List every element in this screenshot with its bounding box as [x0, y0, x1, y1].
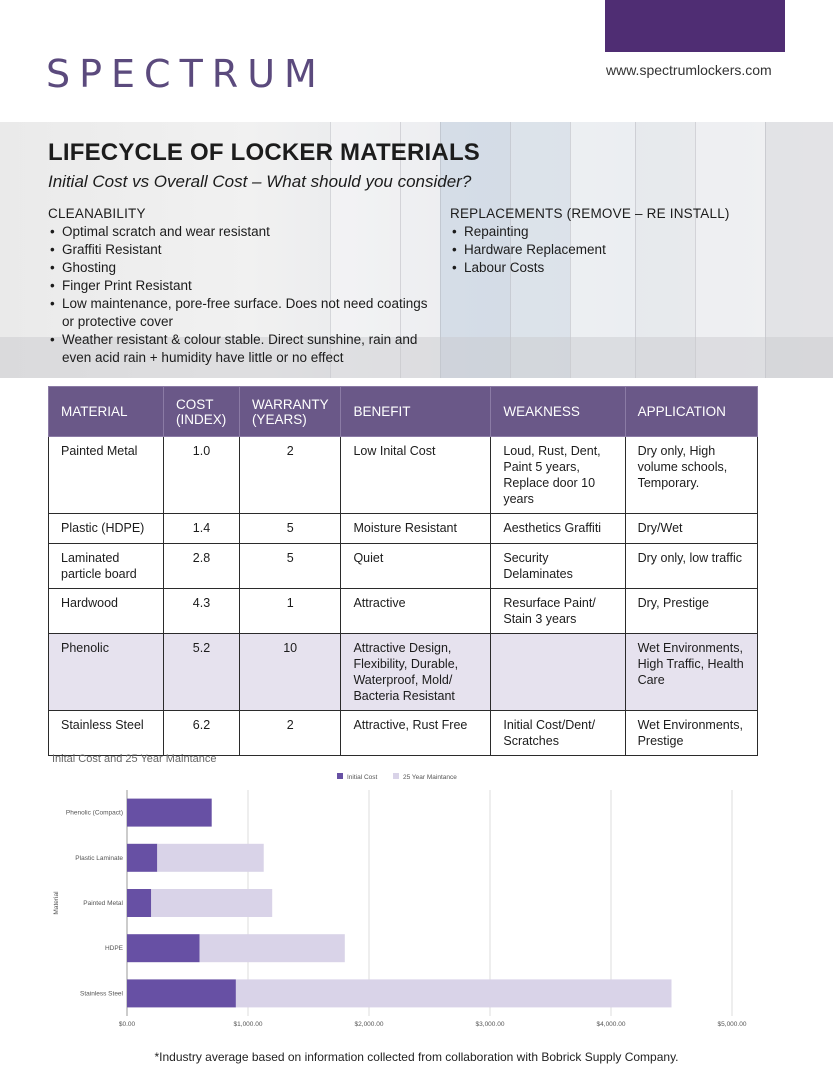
page-subtitle: Initial Cost vs Overall Cost – What should you consider?	[48, 172, 472, 191]
table-row	[49, 589, 758, 634]
table-cell: Resurface Paint/ Stain 3 years	[491, 589, 625, 634]
x-tick-label: $3,000.00	[475, 1021, 505, 1028]
table-cell: Aesthetics Graffiti	[491, 514, 625, 544]
x-tick-label: $5,000.00	[717, 1021, 747, 1028]
table-cell: Initial Cost/Dent/ Scratches	[491, 711, 625, 756]
table-cell: Dry only, low traffic	[625, 544, 757, 589]
table-cell: Wet Environments, High Traffic, Health Care	[625, 634, 757, 711]
header-accent-bar	[605, 0, 785, 52]
bar	[127, 844, 157, 872]
page-title: LIFECYCLE OF LOCKER MATERIALS	[48, 139, 481, 166]
table-cell: Moisture Resistant	[341, 514, 491, 544]
footnote: *Industry average based on information collected from collaboration with Bobrick Supply Company.	[154, 1050, 679, 1064]
x-tick-label: $2,000.00	[354, 1021, 384, 1028]
y-tick-label: Plastic Laminate	[75, 854, 123, 862]
x-tick-label: $4,000.00	[596, 1021, 626, 1028]
table-row	[49, 514, 758, 544]
column-header: BENEFIT	[341, 387, 491, 437]
table-cell: Stainless Steel	[49, 711, 164, 756]
bar	[236, 979, 672, 1007]
table-cell: 5.2	[164, 634, 240, 711]
list-item: • Weather resistant & colour stable. Direct sunshine, rain and even acid rain + humidity have little or no effect	[48, 331, 428, 367]
bar	[127, 799, 212, 827]
bar	[157, 844, 263, 872]
table-cell: 5	[239, 514, 341, 544]
y-tick-label: Painted Metal	[83, 900, 123, 907]
table-cell: 2	[239, 711, 341, 756]
legend-label: Initial Cost	[347, 774, 378, 781]
table-cell	[491, 634, 625, 711]
table-cell: Laminated particle board	[49, 544, 164, 589]
column-header: APPLICATION	[625, 387, 757, 437]
bar	[127, 979, 236, 1007]
bar	[200, 934, 345, 962]
table-cell: Painted Metal	[49, 437, 164, 514]
table-cell: Plastic (HDPE)	[49, 514, 164, 544]
list-item: • Graffiti Resistant	[48, 241, 428, 259]
table-cell: Dry, Prestige	[625, 589, 757, 634]
table-cell: 2	[239, 437, 341, 514]
bar	[127, 934, 200, 962]
legend-swatch	[393, 773, 399, 779]
replacements-list	[450, 223, 780, 277]
table-cell: Quiet	[341, 544, 491, 589]
table-cell: 10	[239, 634, 341, 711]
table-row	[49, 634, 758, 711]
column-header: COST (INDEX)	[164, 387, 240, 437]
list-item: • Repainting	[450, 223, 780, 241]
bar	[151, 889, 272, 917]
list-item: • Hardware Replacement	[450, 241, 780, 259]
table-cell: 2.8	[164, 544, 240, 589]
cleanability-heading: CLEANABILITY	[48, 206, 146, 221]
cost-bar-chart	[0, 768, 833, 1040]
table-cell: Phenolic	[49, 634, 164, 711]
legend-swatch	[337, 773, 343, 779]
table-cell: Hardwood	[49, 589, 164, 634]
table-cell: Dry only, High volume schools, Temporary.	[625, 437, 757, 514]
table-cell: 1	[239, 589, 341, 634]
table-cell: Dry/Wet	[625, 514, 757, 544]
logo: SPECTRUM	[46, 52, 326, 96]
materials-table	[48, 386, 758, 756]
list-item: • Ghosting	[48, 259, 428, 277]
replacements-heading: REPLACEMENTS (REMOVE – RE INSTALL)	[450, 206, 730, 221]
list-item: • Labour Costs	[450, 259, 780, 277]
table-cell: Attractive Design, Flexibility, Durable, Waterproof, Mold/ Bacteria Resistant	[341, 634, 491, 711]
list-item: • Optimal scratch and wear resistant	[48, 223, 428, 241]
y-tick-label: Stainless Steel	[80, 990, 123, 998]
table-cell: Attractive, Rust Free	[341, 711, 491, 756]
table-cell: 6.2	[164, 711, 240, 756]
table-cell: Wet Environments, Prestige	[625, 711, 757, 756]
y-tick-label: Phenolic (Compact)	[65, 809, 123, 817]
table-row	[49, 544, 758, 589]
chart-title: Inital Cost and 25 Year Maintance	[52, 753, 217, 765]
table-cell: 5	[239, 544, 341, 589]
table-cell: Security Delaminates	[491, 544, 625, 589]
table-cell: 4.3	[164, 589, 240, 634]
table-cell: Attractive	[341, 589, 491, 634]
replacements-section	[450, 205, 780, 277]
table-cell: Loud, Rust, Dent, Paint 5 years, Replace door 10 years	[491, 437, 625, 514]
table-cell: 1.4	[164, 514, 240, 544]
legend-label: 25 Year Maintance	[403, 774, 457, 781]
table-header-row	[49, 387, 758, 437]
x-tick-label: $1,000.00	[233, 1021, 263, 1028]
cleanability-list	[48, 223, 428, 367]
list-item: • Low maintenance, pore-free surface. Does not need coatings or protective cover	[48, 295, 428, 331]
bar	[127, 889, 151, 917]
table-cell: 1.0	[164, 437, 240, 514]
table-cell: Low Inital Cost	[341, 437, 491, 514]
list-item: • Finger Print Resistant	[48, 277, 428, 295]
x-tick-label: $0.00	[118, 1021, 136, 1028]
website-link[interactable]: www.spectrumlockers.com	[606, 62, 772, 78]
table-row	[49, 711, 758, 756]
y-tick-label: HDPE	[104, 945, 123, 953]
column-header: WEAKNESS	[491, 387, 625, 437]
column-header: MATERIAL	[49, 387, 164, 437]
y-axis-label: Material	[53, 891, 60, 915]
cleanability-section	[48, 205, 428, 367]
column-header: WARRANTY (YEARS)	[239, 387, 341, 437]
table-row	[49, 437, 758, 514]
